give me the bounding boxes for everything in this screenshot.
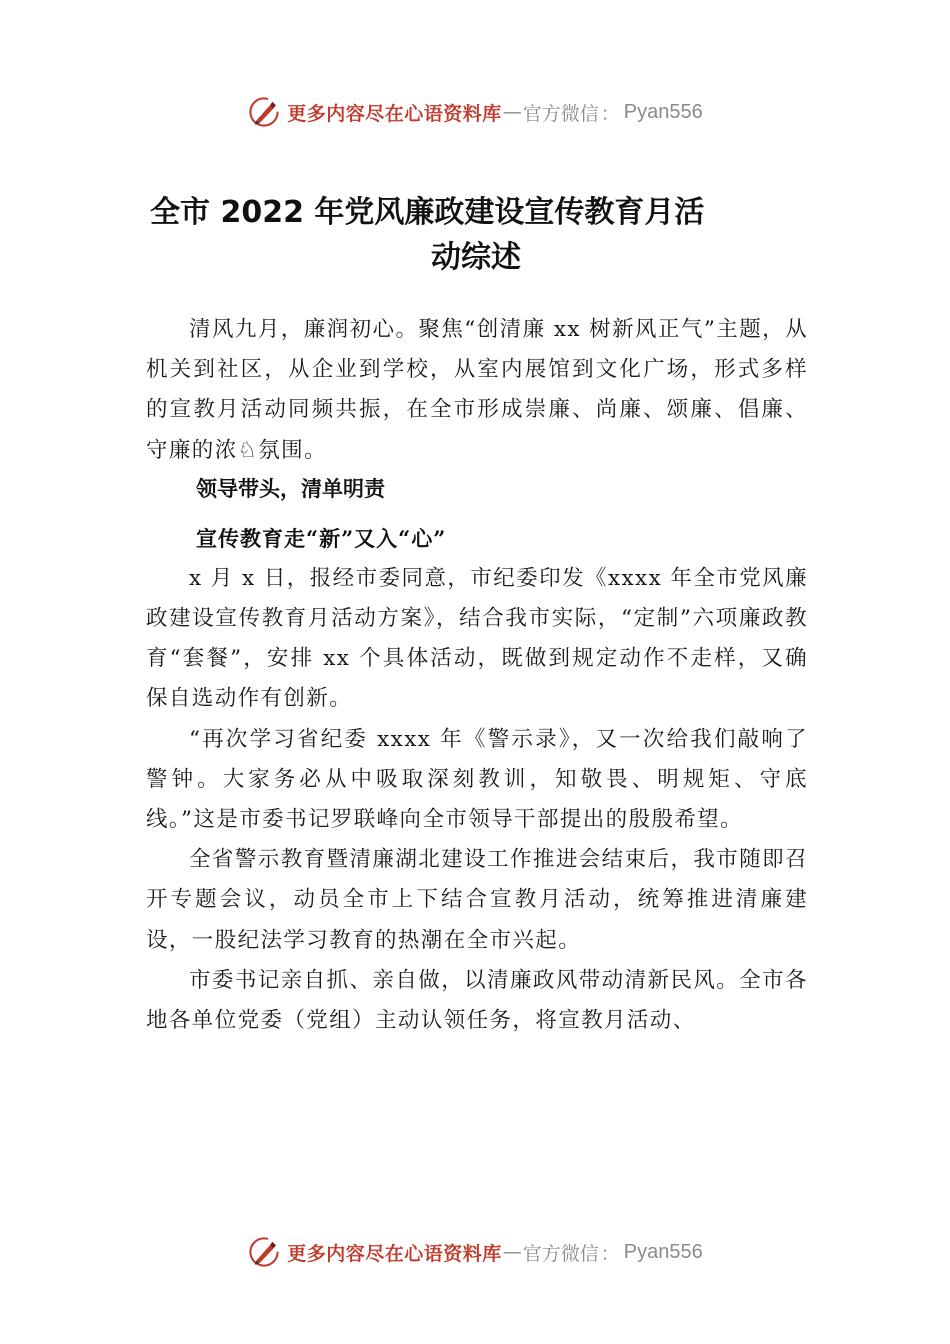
title-line-1: 全市 2022 年党风廉政建设宣传教育月活 xyxy=(150,195,705,230)
watermark-separator: — xyxy=(502,101,522,123)
document-body xyxy=(146,310,808,1041)
paragraph-quote: “再次学习省纪委 xxxx 年《警示录》，又一次给我们敲响了警钟。大家务必从中吸取深刻教训，知敬畏、明规矩、守底线。”这是市委书记罗联峰向全市领导干部提出的殷殷希望。 xyxy=(146,726,808,833)
paragraph-meeting: 全省警示教育暨清廉湖北建设工作推进会结束后，我市随即召开专题会议，动员全市上下结合宣教月活动，统筹推进清廉建设，一股纪法学习教育的热潮在全市兴起。 xyxy=(146,847,808,953)
watermark-wechat-id: Pyan556 xyxy=(623,1240,703,1263)
header-watermark xyxy=(0,92,950,132)
watermark-separator: — xyxy=(502,1241,522,1263)
footer-watermark xyxy=(0,1232,950,1272)
watermark-colon: ： xyxy=(600,102,620,125)
watermark-wechat-label: 官方微信 xyxy=(522,102,599,125)
watermark-library-text: 更多内容尽在心语资料库 xyxy=(287,102,502,125)
intro-paragraph: 清风九月，廉润初心。聚焦“创清廉 xx 树新风正气”主题，从机关到社区，从企业到学校，从室内展馆到文化广场，形式多样的宣教月活动同频共振，在全市形成崇廉、尚廉、颂廉、倡廉、守廉的浓♘氛围。 xyxy=(146,317,808,463)
document-title xyxy=(146,190,806,280)
section-heading-education: 宣传教育走“新”又入“心” xyxy=(196,525,447,551)
watermark-wechat-id: Pyan556 xyxy=(623,100,703,123)
watermark-colon: ： xyxy=(600,1242,620,1265)
watermark-library-text: 更多内容尽在心语资料库 xyxy=(287,1242,502,1265)
title-line-2: 动综述 xyxy=(431,240,521,275)
watermark-wechat-label: 官方微信 xyxy=(522,1242,599,1265)
pen-logo-icon xyxy=(247,95,281,129)
paragraph-plan: x 月 x 日，报经市委同意，市纪委印发《xxxx 年全市党风廉政建设宣传教育月活动方案》，结合我市实际，“定制”六项廉政教育“套餐”，安排 xx 个具体活动，既做到规定动作不走样，又确保自选动作有创新。 xyxy=(146,565,808,712)
paragraph-secretary: 市委书记亲自抓、亲自做，以清廉政风带动清新民风。全市各地各单位党委（党组）主动认领任务，将宣教月活动、 xyxy=(146,967,808,1034)
section-heading-leadership: 领导带头，清单明责 xyxy=(196,476,385,501)
pen-logo-icon xyxy=(247,1235,281,1269)
